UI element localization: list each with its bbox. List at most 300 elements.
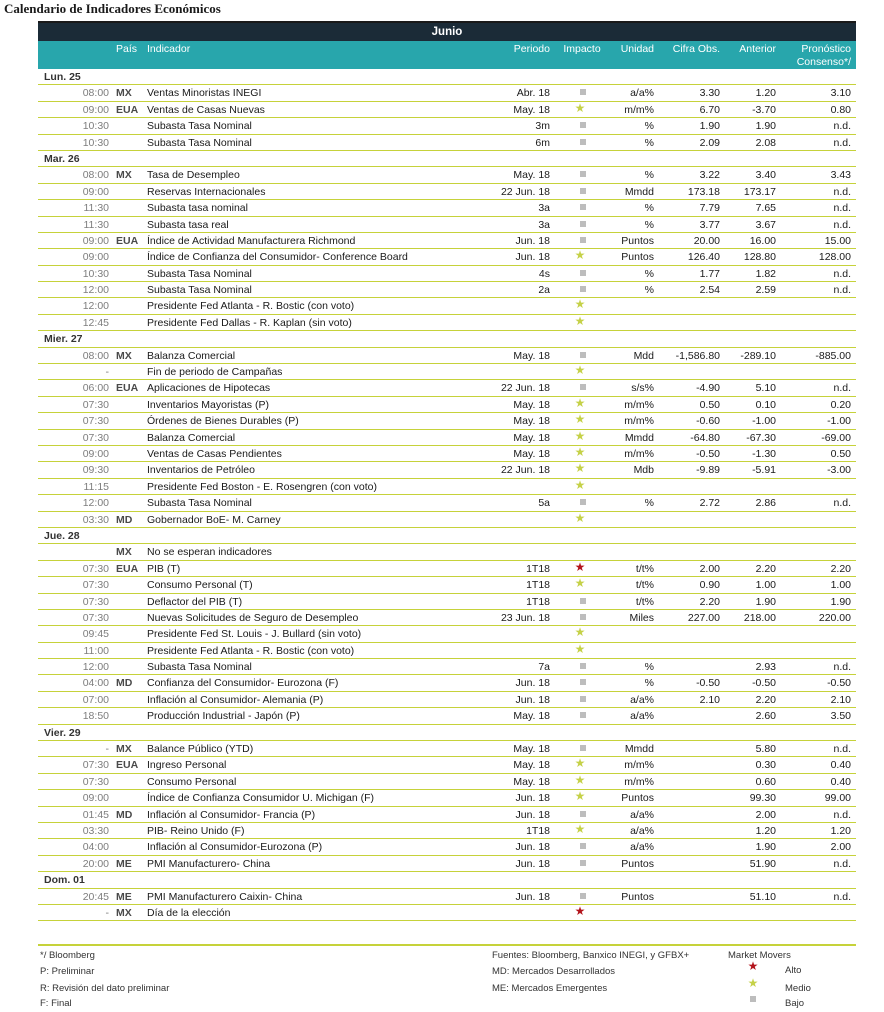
actual-cell: -1,586.80 xyxy=(675,349,720,362)
unit-cell: m/m% xyxy=(624,415,654,428)
country-cell: ME xyxy=(116,857,132,870)
table-row xyxy=(38,675,856,691)
table-row xyxy=(38,102,856,118)
indicator-cell: Balance Público (YTD) xyxy=(147,743,254,756)
period-cell: Jun. 18 xyxy=(515,792,550,805)
forecast-cell: n.d. xyxy=(833,497,851,510)
table-row xyxy=(38,659,856,675)
note-preliminar: P: Preliminar xyxy=(40,966,95,977)
period-cell: 4s xyxy=(538,267,550,280)
day-header-row xyxy=(38,725,856,741)
table-row xyxy=(38,430,856,446)
time-cell: 08:00 xyxy=(82,169,109,182)
unit-cell: Puntos xyxy=(621,857,654,870)
period-cell: May. 18 xyxy=(513,710,550,723)
unit-cell: Miles xyxy=(629,611,654,624)
forecast-cell: 220.00 xyxy=(818,611,851,624)
actual-cell: -0.60 xyxy=(696,415,720,428)
time-cell: 09:00 xyxy=(82,103,109,116)
legend-alto: Alto xyxy=(785,965,802,976)
forecast-cell: 3.50 xyxy=(830,710,851,723)
forecast-cell: 2.20 xyxy=(830,562,851,575)
forecast-cell: 0.50 xyxy=(830,447,851,460)
previous-cell: 16.00 xyxy=(749,234,776,247)
country-cell: MX xyxy=(116,169,132,182)
previous-cell: 51.90 xyxy=(749,857,776,870)
table-row xyxy=(38,462,856,478)
table-row xyxy=(38,446,856,462)
star-green-icon: ★ xyxy=(574,248,586,263)
actual-cell: 3.77 xyxy=(699,218,720,231)
country-cell: MD xyxy=(116,677,133,690)
unit-cell: a/a% xyxy=(630,710,654,723)
period-cell: 23 Jun. 18 xyxy=(500,611,550,624)
period-cell: Jun. 18 xyxy=(515,841,550,854)
page-title: Calendario de Indicadores Económicos xyxy=(4,1,221,16)
actual-cell: 0.50 xyxy=(699,398,720,411)
indicator-cell: Inflación al Consumidor-Eurozona (P) xyxy=(147,841,323,854)
period-cell: 2a xyxy=(538,284,550,297)
forecast-cell: 0.40 xyxy=(830,775,851,788)
actual-cell: 3.22 xyxy=(699,169,720,182)
country-cell: MD xyxy=(116,513,133,526)
table-row xyxy=(38,266,856,282)
table-row xyxy=(38,790,856,806)
indicator-cell: Deflactor del PIB (T) xyxy=(147,595,243,608)
actual-cell: 20.00 xyxy=(693,234,720,247)
table-row xyxy=(38,380,856,396)
previous-cell: 2.08 xyxy=(755,136,776,149)
table-row xyxy=(38,315,856,331)
period-cell: May. 18 xyxy=(513,169,550,182)
period-cell: Jun. 18 xyxy=(515,890,550,903)
time-cell: 11:30 xyxy=(83,202,109,215)
time-cell: 04:00 xyxy=(82,677,109,690)
star-green-icon: ★ xyxy=(574,100,586,115)
indicator-cell: Ventas de Casas Pendientes xyxy=(147,447,282,460)
previous-cell: -289.10 xyxy=(740,349,776,362)
table-row xyxy=(38,298,856,314)
unit-cell: % xyxy=(644,169,654,182)
previous-cell: 1.90 xyxy=(755,595,776,608)
table-row xyxy=(38,348,856,364)
indicator-cell: Índice de Confianza Consumidor U. Michigan (F) xyxy=(147,792,375,805)
forecast-cell: 1.90 xyxy=(830,595,851,608)
unit-cell: % xyxy=(644,497,654,510)
previous-cell: 3.67 xyxy=(755,218,776,231)
table-row xyxy=(38,708,856,724)
indicator-cell: Índice de Confianza del Consumidor- Conference Board xyxy=(147,251,408,264)
previous-cell: 7.65 xyxy=(755,202,776,215)
header-impacto: Impacto xyxy=(563,43,601,55)
period-cell: 1T18 xyxy=(526,579,550,592)
table-row xyxy=(38,774,856,790)
header-pronostico: Pronóstico xyxy=(801,43,851,55)
table-row xyxy=(38,856,856,872)
unit-cell: Puntos xyxy=(621,792,654,805)
indicator-cell: Inventarios Mayoristas (P) xyxy=(147,398,269,411)
note-final: F: Final xyxy=(40,998,72,1009)
indicator-cell: No se esperan indicadores xyxy=(147,546,272,559)
time-cell: 09:30 xyxy=(82,464,109,477)
indicator-cell: Balanza Comercial xyxy=(147,431,236,444)
bottom-rule xyxy=(38,944,856,946)
table-header xyxy=(38,41,856,69)
unit-cell: % xyxy=(644,661,654,674)
time-cell: 03:30 xyxy=(82,824,109,837)
indicator-cell: Órdenes de Bienes Durables (P) xyxy=(147,415,299,428)
unit-cell: a/a% xyxy=(630,693,654,706)
previous-cell: -1.00 xyxy=(752,415,776,428)
country-cell: MX xyxy=(116,743,132,756)
indicator-cell: Ventas Minoristas INEGI xyxy=(147,87,262,100)
unit-cell: t/t% xyxy=(635,595,654,608)
period-cell: Jun. 18 xyxy=(515,808,550,821)
star-green-icon: ★ xyxy=(574,756,586,771)
time-cell: 12:00 xyxy=(82,300,109,313)
indicator-cell: PIB (T) xyxy=(147,562,181,575)
star-green-icon: ★ xyxy=(574,821,586,836)
indicator-cell: Confianza del Consumidor- Eurozona (F) xyxy=(147,677,339,690)
previous-cell: 5.10 xyxy=(755,382,776,395)
unit-cell: s/s% xyxy=(631,382,654,395)
previous-cell: 1.82 xyxy=(755,267,776,280)
forecast-cell: 15.00 xyxy=(824,234,851,247)
period-cell: Jun. 18 xyxy=(515,857,550,870)
forecast-cell: 99.00 xyxy=(824,792,851,805)
star-green-icon: ★ xyxy=(574,395,586,410)
table-row xyxy=(38,249,856,265)
indicator-cell: PMI Manufacturero Caixin- China xyxy=(147,890,303,903)
actual-cell: 2.54 xyxy=(699,284,720,297)
table-row xyxy=(38,544,856,560)
indicator-cell: Subasta Tasa Nominal xyxy=(147,136,252,149)
time-cell: 07:30 xyxy=(82,398,109,411)
forecast-cell: 3.43 xyxy=(830,169,851,182)
indicator-cell: Producción Industrial - Japón (P) xyxy=(147,710,300,723)
time-cell: 11:30 xyxy=(83,218,109,231)
indicator-cell: Presidente Fed Atlanta - R. Bostic (con voto) xyxy=(147,644,355,657)
actual-cell: 1.77 xyxy=(699,267,720,280)
previous-cell: -3.70 xyxy=(752,103,776,116)
star-green-icon: ★ xyxy=(574,510,586,525)
day-header-row xyxy=(38,151,856,167)
unit-cell: m/m% xyxy=(624,398,654,411)
period-cell: Jun. 18 xyxy=(515,677,550,690)
forecast-cell: 3.10 xyxy=(830,87,851,100)
indicator-cell: Inventarios de Petróleo xyxy=(147,464,255,477)
actual-cell: 6.70 xyxy=(699,103,720,116)
period-cell: 22 Jun. 18 xyxy=(500,464,550,477)
day-label: Mier. 27 xyxy=(44,333,83,346)
period-cell: 3a xyxy=(538,202,550,215)
indicator-cell: Subasta Tasa Nominal xyxy=(147,497,252,510)
forecast-cell: n.d. xyxy=(833,382,851,395)
actual-cell: 2.20 xyxy=(699,595,720,608)
actual-cell: 2.10 xyxy=(699,693,720,706)
previous-cell: 99.30 xyxy=(749,792,776,805)
unit-cell: Puntos xyxy=(621,251,654,264)
unit-cell: a/a% xyxy=(630,87,654,100)
previous-cell: 1.90 xyxy=(755,120,776,133)
forecast-cell: 1.20 xyxy=(830,824,851,837)
forecast-cell: n.d. xyxy=(833,120,851,133)
unit-cell: m/m% xyxy=(624,103,654,116)
previous-cell: 0.60 xyxy=(755,775,776,788)
unit-cell: Mmdd xyxy=(624,743,654,756)
indicator-cell: Índice de Actividad Manufacturera Richmond xyxy=(147,234,356,247)
forecast-cell: n.d. xyxy=(833,218,851,231)
indicator-cell: Ventas de Casas Nuevas xyxy=(147,103,265,116)
day-header-row xyxy=(38,331,856,347)
table-row xyxy=(38,577,856,593)
table-row xyxy=(38,757,856,773)
table-row xyxy=(38,610,856,626)
forecast-cell: n.d. xyxy=(833,185,851,198)
previous-cell: 218.00 xyxy=(743,611,776,624)
header-consenso: Consenso*/ xyxy=(796,56,851,68)
indicator-cell: PIB- Reino Unido (F) xyxy=(147,824,245,837)
actual-cell: -4.90 xyxy=(696,382,720,395)
time-cell: 09:00 xyxy=(82,234,109,247)
star-red-icon: ★ xyxy=(574,559,586,574)
square-gray-icon xyxy=(743,993,763,1005)
actual-cell: 126.40 xyxy=(687,251,720,264)
previous-cell: 5.80 xyxy=(755,743,776,756)
time-cell: 07:30 xyxy=(82,431,109,444)
time-cell: - xyxy=(105,366,109,379)
indicator-cell: PMI Manufacturero- China xyxy=(147,857,271,870)
time-cell: 08:00 xyxy=(82,349,109,362)
period-cell: May. 18 xyxy=(513,103,550,116)
table-row xyxy=(38,413,856,429)
forecast-cell: -69.00 xyxy=(821,431,851,444)
previous-cell: -5.91 xyxy=(752,464,776,477)
unit-cell: m/m% xyxy=(624,775,654,788)
table-row xyxy=(38,85,856,101)
star-green-icon: ★ xyxy=(574,641,586,656)
table-row xyxy=(38,594,856,610)
forecast-cell: -885.00 xyxy=(815,349,851,362)
star-green-icon: ★ xyxy=(574,428,586,443)
unit-cell: % xyxy=(644,218,654,231)
time-cell: 20:00 xyxy=(82,857,109,870)
forecast-cell: n.d. xyxy=(833,284,851,297)
star-green-icon: ★ xyxy=(574,625,586,640)
actual-cell: 3.30 xyxy=(699,87,720,100)
actual-cell: -0.50 xyxy=(696,677,720,690)
previous-cell: 2.60 xyxy=(755,710,776,723)
period-cell: May. 18 xyxy=(513,431,550,444)
period-cell: 3a xyxy=(538,218,550,231)
indicator-cell: Balanza Comercial xyxy=(147,349,236,362)
table-row xyxy=(38,200,856,216)
calendar-table-body xyxy=(38,69,856,921)
header-periodo: Periodo xyxy=(513,43,550,55)
unit-cell: a/a% xyxy=(630,824,654,837)
table-row xyxy=(38,643,856,659)
unit-cell: t/t% xyxy=(635,562,654,575)
indicator-cell: Fin de periodo de Campañas xyxy=(147,366,283,379)
time-cell: 07:30 xyxy=(82,562,109,575)
star-green-icon: ★ xyxy=(574,444,586,459)
time-cell: 09:00 xyxy=(82,185,109,198)
country-cell: EUA xyxy=(116,759,139,772)
note-revision: R: Revisión del dato preliminar xyxy=(40,983,170,994)
forecast-cell: 2.00 xyxy=(830,841,851,854)
unit-cell: Mdb xyxy=(633,464,654,477)
actual-cell: 2.72 xyxy=(699,497,720,510)
indicator-cell: Inflación al Consumidor- Alemania (P) xyxy=(147,693,324,706)
day-label: Lun. 25 xyxy=(44,71,81,83)
table-row xyxy=(38,135,856,151)
star-green-icon: ★ xyxy=(574,313,586,328)
table-row xyxy=(38,561,856,577)
header-cifra-obs: Cifra Obs. xyxy=(672,43,720,55)
actual-cell: 227.00 xyxy=(687,611,720,624)
period-cell: 5a xyxy=(538,497,550,510)
time-cell: 12:00 xyxy=(82,284,109,297)
indicator-cell: Presidente Fed Dallas - R. Kaplan (sin voto) xyxy=(147,316,352,329)
month-bar: Junio xyxy=(38,23,856,41)
forecast-cell: 1.00 xyxy=(830,579,851,592)
country-cell: MX xyxy=(116,349,132,362)
unit-cell: a/a% xyxy=(630,808,654,821)
table-row xyxy=(38,807,856,823)
actual-cell: -64.80 xyxy=(690,431,720,444)
star-green-icon: ★ xyxy=(574,461,586,476)
time-cell: 11:00 xyxy=(83,644,109,657)
forecast-cell: 0.80 xyxy=(830,103,851,116)
indicator-cell: Presidente Fed St. Louis - J. Bullard (sin voto) xyxy=(147,628,362,641)
table-row xyxy=(38,364,856,380)
day-header-row xyxy=(38,528,856,544)
time-cell: 12:00 xyxy=(82,497,109,510)
actual-cell: 7.79 xyxy=(699,202,720,215)
time-cell: 06:00 xyxy=(82,382,109,395)
period-cell: May. 18 xyxy=(513,775,550,788)
day-label: Mar. 26 xyxy=(44,152,80,165)
table-row xyxy=(38,823,856,839)
previous-cell: -67.30 xyxy=(746,431,776,444)
table-row xyxy=(38,282,856,298)
indicator-cell: Consumo Personal (T) xyxy=(147,579,253,592)
legend-title: Market Movers xyxy=(728,950,791,961)
period-cell: May. 18 xyxy=(513,743,550,756)
table-row xyxy=(38,741,856,757)
time-cell: 07:30 xyxy=(82,579,109,592)
md-note: MD: Mercados Desarrollados xyxy=(492,966,616,977)
day-label: Vier. 29 xyxy=(44,726,81,739)
indicator-cell: Subasta tasa real xyxy=(147,218,229,231)
previous-cell: 128.80 xyxy=(743,251,776,264)
forecast-cell: n.d. xyxy=(833,267,851,280)
unit-cell: % xyxy=(644,677,654,690)
indicator-cell: Presidente Fed Boston - E. Rosengren (con voto) xyxy=(147,480,377,493)
country-cell: MX xyxy=(116,906,132,919)
unit-cell: m/m% xyxy=(624,447,654,460)
forecast-cell: 2.10 xyxy=(830,693,851,706)
day-label: Dom. 01 xyxy=(44,874,85,887)
time-cell: 09:00 xyxy=(82,792,109,805)
previous-cell: 0.10 xyxy=(755,398,776,411)
previous-cell: 2.20 xyxy=(755,562,776,575)
star-green-icon: ★ xyxy=(747,976,759,990)
forecast-cell: n.d. xyxy=(833,857,851,870)
header-anterior: Anterior xyxy=(739,43,776,55)
table-row xyxy=(38,512,856,528)
time-cell: - xyxy=(105,743,109,756)
country-cell: EUA xyxy=(116,562,139,575)
forecast-cell: -3.00 xyxy=(827,464,851,477)
indicator-cell: Presidente Fed Atlanta - R. Bostic (con voto) xyxy=(147,300,355,313)
table-row xyxy=(38,479,856,495)
forecast-cell: 128.00 xyxy=(818,251,851,264)
period-cell: Abr. 18 xyxy=(516,87,550,100)
indicator-cell: Gobernador BoE- M. Carney xyxy=(147,513,281,526)
note-bloomberg: */ Bloomberg xyxy=(40,950,95,961)
time-cell: 07:00 xyxy=(82,693,109,706)
period-cell: May. 18 xyxy=(513,447,550,460)
table-row xyxy=(38,184,856,200)
time-cell: 10:30 xyxy=(82,120,109,133)
indicator-cell: Consumo Personal xyxy=(147,775,237,788)
unit-cell: % xyxy=(644,267,654,280)
time-cell: 18:50 xyxy=(82,710,109,723)
time-cell: 09:00 xyxy=(82,251,109,264)
table-row xyxy=(38,397,856,413)
table-row xyxy=(38,233,856,249)
actual-cell: -9.89 xyxy=(696,464,720,477)
period-cell: 1T18 xyxy=(526,824,550,837)
unit-cell: % xyxy=(644,202,654,215)
legend-medio: Medio xyxy=(785,983,811,994)
day-header-row xyxy=(38,69,856,85)
time-cell: 03:30 xyxy=(82,513,109,526)
table-row xyxy=(38,626,856,642)
unit-cell: Puntos xyxy=(621,890,654,903)
time-cell: 07:30 xyxy=(82,595,109,608)
forecast-cell: -0.50 xyxy=(827,677,851,690)
day-header-row xyxy=(38,872,856,888)
previous-cell: 3.40 xyxy=(755,169,776,182)
time-cell: 07:30 xyxy=(82,415,109,428)
time-cell: 20:45 xyxy=(82,890,109,903)
time-cell: 12:45 xyxy=(82,316,109,329)
period-cell: Jun. 18 xyxy=(515,234,550,247)
period-cell: May. 18 xyxy=(513,398,550,411)
star-green-icon: ★ xyxy=(574,477,586,492)
indicator-cell: Inflación al Consumidor- Francia (P) xyxy=(147,808,316,821)
previous-cell: 1.90 xyxy=(755,841,776,854)
time-cell: 10:30 xyxy=(82,136,109,149)
forecast-cell: n.d. xyxy=(833,890,851,903)
period-cell: 7a xyxy=(538,661,550,674)
table-row xyxy=(38,118,856,134)
previous-cell: -0.50 xyxy=(752,677,776,690)
forecast-cell: n.d. xyxy=(833,743,851,756)
indicator-cell: Subasta Tasa Nominal xyxy=(147,267,252,280)
forecast-cell: 0.20 xyxy=(830,398,851,411)
unit-cell: % xyxy=(644,136,654,149)
table-row xyxy=(38,217,856,233)
table-row xyxy=(38,889,856,905)
time-cell: 08:00 xyxy=(82,87,109,100)
indicator-cell: Subasta Tasa Nominal xyxy=(147,120,252,133)
header-unidad: Unidad xyxy=(620,43,654,55)
header-pais: País xyxy=(116,43,138,55)
table-row xyxy=(38,839,856,855)
